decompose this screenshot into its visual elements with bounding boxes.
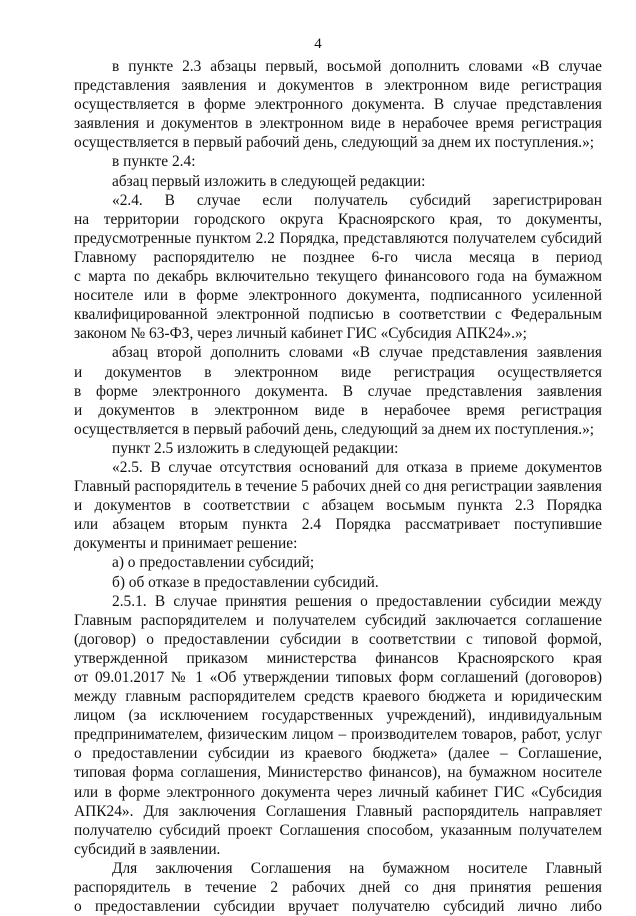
text-line: Главный распорядитель в течение 5 рабочих дней со дня регистрации заявления — [74, 478, 602, 496]
text-line: о предоставлении субсидии из краевого бюджета» (далее – Соглашение, — [74, 745, 602, 763]
text-line: предпринимателем, физическим лицом – производителем товаров, работ, услуг — [74, 726, 602, 744]
text-line: представления заявления и документов в электронном виде регистрация — [74, 77, 602, 95]
text-line: предусмотренные пунктом 2.2 Порядка, представляются получателем субсидий — [74, 229, 602, 247]
text-line: пункт 2.5 изложить в следующей редакции: — [112, 439, 399, 457]
text-line: и документов в соответствии с абзацем восьмым пункта 2.3 Порядка — [74, 497, 602, 515]
text-line: получателю субсидий проект Соглашения способом, указанным получателем — [74, 821, 602, 839]
text-line: абзац первый изложить в следующей редакции: — [112, 172, 426, 190]
text-line: «2.4. В случае если получатель субсидий зарегистрирован — [112, 191, 602, 209]
text-line: от 09.01.2017 № 1 «Об утверждении типовых форм соглашений (договоров) — [74, 669, 602, 686]
text-line: осуществляется в первый рабочий день, следующий за днем их поступления.»; — [74, 420, 595, 438]
text-line: о предоставлении субсидии вручает получателю субсидий лично либо — [74, 898, 602, 916]
text-line: АПК24». Для заключения Соглашения Главный распорядитель направляет — [74, 802, 602, 820]
text-line: Главному распорядителю не позднее 6-го числа месяца в период — [74, 248, 602, 266]
text-line: осуществляется в первый рабочий день, следующий за днем их поступления.»; — [74, 134, 595, 152]
text-line: и документов в электронном виде в нерабочее время регистрация — [74, 401, 602, 419]
text-line: законом № 63-ФЗ, через личный кабинет ГИС «Субсидия АПК24».»; — [74, 325, 527, 343]
text-line: документы и принимает решение: — [74, 535, 298, 553]
text-line: с марта по декабрь включительно текущего финансового года на бумажном — [74, 268, 602, 286]
text-line: в пункте 2.4: — [112, 153, 196, 171]
text-line: субсидий в заявлении. — [74, 840, 221, 858]
text-line: носителе или в форме электронного документа, подписанного усиленной — [74, 287, 602, 305]
page-number: 4 — [314, 36, 322, 52]
text-line: Для заключения Соглашения на бумажном носителе Главный — [112, 859, 602, 877]
text-line: и документов в электронном виде регистрация осуществляется — [74, 363, 602, 381]
text-line: в форме электронного документа. В случае представления заявления — [74, 382, 602, 400]
text-line: б) об отказе в предоставлении субсидий. — [112, 573, 379, 591]
text-line: абзац второй дополнить словами «В случае представления заявления — [112, 344, 602, 362]
text-line: 2.5.1. В случае принятия решения о предоставлении субсидии между — [112, 592, 602, 610]
text-line: типовая форма соглашения, Министерство финансов), на бумажном носителе — [74, 764, 602, 782]
text-line: (договор) о предоставлении субсидии в соответствии с типовой формой, — [74, 630, 602, 648]
document-body — [74, 57, 602, 916]
text-line: между главным распорядителем средств краевого бюджета и юридическим — [74, 688, 602, 706]
text-line: утвержденной приказом министерства финансов Красноярского края — [74, 649, 602, 667]
text-line: «2.5. В случае отсутствия оснований для отказа в приеме документов — [112, 458, 602, 476]
text-line: заявления и документов в электронном виде в нерабочее время регистрация — [74, 115, 602, 133]
text-line: распорядитель в течение 2 рабочих дней со дня принятия решения — [74, 879, 602, 897]
text-line: или в форме электронного документа через личный кабинет ГИС «Субсидия — [74, 783, 602, 801]
text-line: в пункте 2.3 абзацы первый, восьмой дополнить словами «В случае — [112, 58, 602, 75]
text-line: на территории городского округа Красноярского края, то документы, — [74, 210, 602, 228]
text-line: Главным распорядителем и получателем субсидий заключается соглашение — [74, 611, 602, 629]
text-line: лицом (за исключением государственных учреждений), индивидуальным — [74, 707, 602, 725]
text-line: осуществляется в форме электронного документа. В случае представления — [74, 96, 602, 114]
text-line: или абзацем вторым пункта 2.4 Порядка рассматривает поступившие — [74, 516, 602, 534]
text-line: а) о предоставлении субсидий; — [112, 554, 315, 572]
text-line: квалифицированной электронной подписью в соответствии с Федеральным — [74, 306, 602, 324]
